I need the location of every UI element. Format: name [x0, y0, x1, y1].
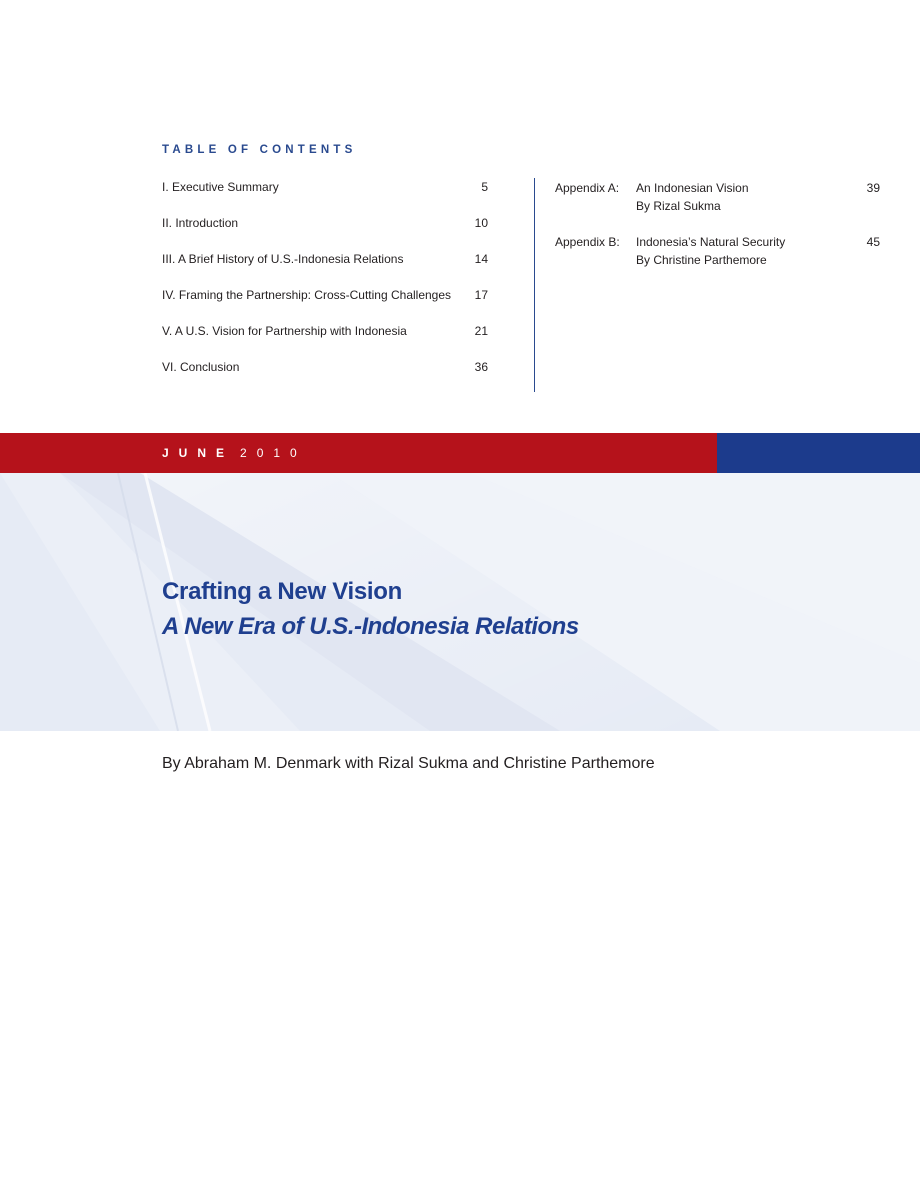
title-panel — [0, 473, 920, 731]
appendix-title: Indonesia’s Natural Security — [636, 235, 786, 249]
toc-entry[interactable] — [162, 359, 488, 395]
toc-entry-title: VI. Conclusion — [162, 360, 240, 374]
author-byline: By Abraham M. Denmark with Rizal Sukma and Christine Parthemore — [162, 755, 655, 772]
date-band — [0, 433, 717, 473]
toc-entry-title: III. A Brief History of U.S.-Indonesia Relations — [162, 252, 404, 266]
appendix-title: An Indonesian Vision — [636, 181, 749, 195]
appendix-entry[interactable] — [555, 179, 880, 233]
toc-entry[interactable] — [162, 323, 488, 359]
appendix-list — [555, 179, 880, 287]
appendix-author: By Christine Parthemore — [636, 253, 767, 267]
toc-entry-title: II. Introduction — [162, 216, 239, 230]
toc-entry-page: 10 — [474, 216, 488, 230]
toc-entry[interactable] — [162, 251, 488, 287]
publication-year: 2010 — [240, 446, 307, 460]
publication-month: JUNE — [162, 446, 235, 460]
toc-entry-page: 5 — [481, 180, 488, 194]
toc-entry[interactable] — [162, 215, 488, 251]
appendix-page: 45 — [866, 235, 880, 249]
appendix-label: Appendix B: — [555, 235, 620, 249]
toc-entry-title: V. A U.S. Vision for Partnership with Indonesia — [162, 324, 407, 338]
toc-entry-title: IV. Framing the Partnership: Cross-Cutting Challenges — [162, 288, 452, 302]
publication-date — [162, 446, 307, 460]
appendix-entry[interactable] — [555, 233, 880, 287]
toc-column-divider — [534, 178, 535, 392]
toc-entry[interactable] — [162, 287, 488, 323]
accent-band — [717, 433, 920, 473]
toc-entry-title: I. Executive Summary — [162, 180, 279, 194]
report-title: Crafting a New Vision — [162, 578, 402, 605]
appendix-author: By Rizal Sukma — [636, 199, 721, 213]
background-graphic — [0, 473, 920, 731]
toc-entry[interactable] — [162, 179, 488, 215]
appendix-page: 39 — [866, 181, 880, 195]
appendix-label: Appendix A: — [555, 181, 620, 195]
toc-list — [162, 179, 488, 395]
toc-entry-page: 14 — [474, 252, 488, 266]
toc-heading: TABLE OF CONTENTS — [162, 144, 357, 156]
toc-entry-page: 36 — [474, 360, 488, 374]
toc-entry-page: 17 — [474, 288, 488, 302]
report-subtitle: A New Era of U.S.-Indonesia Relations — [162, 613, 579, 640]
toc-entry-page: 21 — [474, 324, 488, 338]
